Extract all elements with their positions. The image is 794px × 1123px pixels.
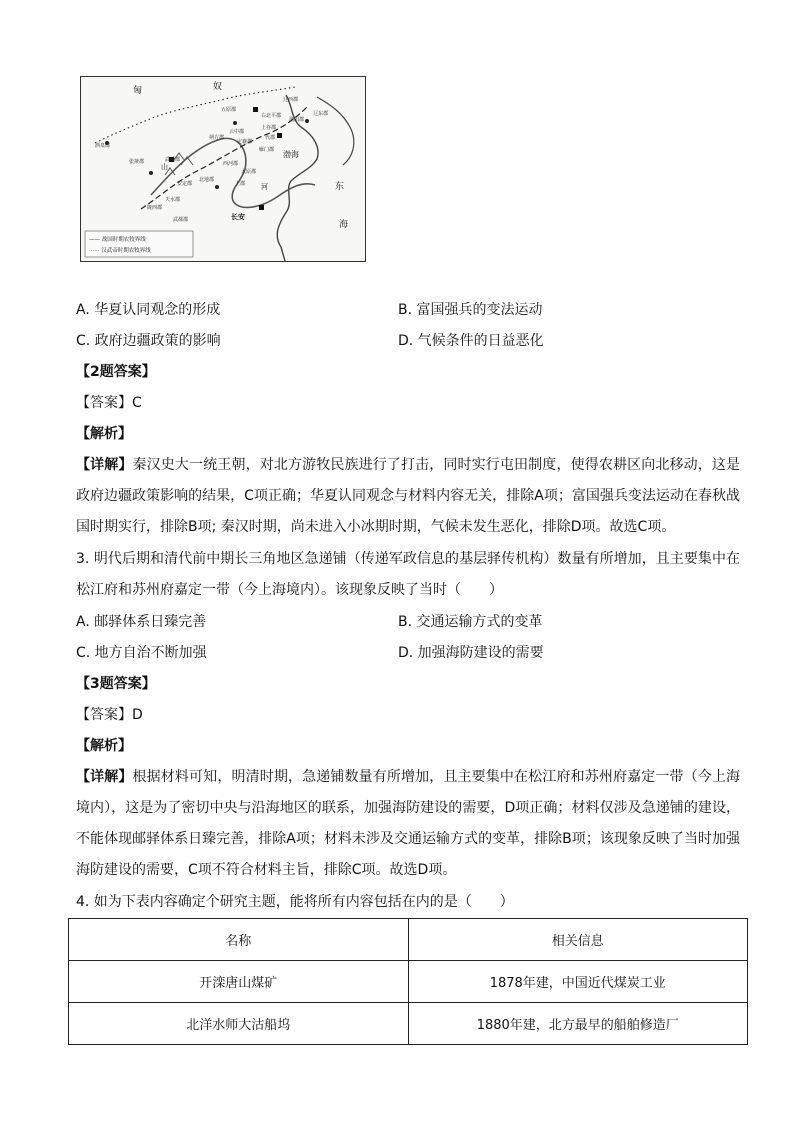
- q3-option-c: C. 地方自治不断加强: [76, 645, 207, 661]
- table-cell: 1880年建，北方最早的船舶修造厂: [408, 1003, 748, 1045]
- table-cell: 开滦唐山煤矿: [69, 961, 409, 1003]
- table-row: [69, 1003, 748, 1045]
- map-label-river: 河: [261, 183, 268, 191]
- city-label: 武都郡: [173, 217, 189, 223]
- legend-han-wudi: ······ 汉武帝时期农牧界线: [89, 248, 151, 254]
- q3-answer-header: 【3题答案】: [76, 676, 156, 692]
- q4-stem: 4. 如为下表内容确定个研究主题，能将所有内容包括在内的是（ ）: [76, 894, 514, 910]
- city-label: 定襄郡: [237, 139, 253, 145]
- city-label: 北地郡: [199, 177, 215, 183]
- q4-table: [68, 918, 748, 1045]
- q2-analysis-header: 【解析】: [76, 426, 132, 442]
- map-label-mountain: 山: [161, 163, 168, 171]
- fort-marker: [277, 133, 282, 138]
- city-label: 朔方郡: [209, 135, 225, 141]
- table-header-row: [69, 919, 748, 961]
- q3-option-d: D. 加强海防建设的需要: [398, 645, 544, 661]
- map-label-bohai: 渤海: [283, 150, 299, 159]
- map-label-sea: 海: [339, 220, 349, 230]
- fort-marker: [253, 107, 258, 112]
- table-header-name: 名称: [69, 919, 409, 961]
- q2-detail: [76, 450, 740, 543]
- city-label: 酒泉郡: [95, 143, 111, 149]
- city-label: 太原郡: [241, 169, 257, 175]
- table-cell: 1878年建，中国近代煤炭工业: [408, 961, 748, 1003]
- map-svg: [81, 77, 365, 261]
- q2-option-c: C. 政府边疆政策的影响: [76, 333, 221, 349]
- city-label: 西河郡: [223, 161, 239, 167]
- city-label: 雁门郡: [259, 147, 275, 153]
- q4-table-wrap: [68, 918, 748, 1045]
- q3-analysis-header: 【解析】: [76, 738, 132, 754]
- q3-stem: 3. 明代后期和清代前中期长三角地区急递铺（传递军政信息的基层驿传机构）数量有所增加，且主要集中在松江府和苏州府嘉定一带（今上海境内）。该现象反映了当时（ ）: [76, 551, 740, 598]
- q2-detail-tag: 【详解】: [76, 457, 133, 473]
- city-label: 天水郡: [165, 197, 181, 203]
- city-marker: [149, 171, 153, 175]
- q2-detail-text: 秦汉史大一统王朝，对北方游牧民族进行了打击，同时实行屯田制度，使得农耕区向北移动，这是政府边疆政策影响的结果，C项正确；华夏认同观念与材料内容无关，排除A项；富国强兵变法运动在春秋战国时期实行，排除B项; 秦汉时期，尚未进入小冰期时期，气候未发生恶化，排除D项。故选C项。: [76, 457, 741, 535]
- q2-answer: 【答案】C: [76, 395, 142, 411]
- city-label: 张掖郡: [129, 159, 145, 165]
- city-marker: [215, 185, 219, 189]
- q3-option-a: A. 邮驿体系日臻完善: [76, 614, 207, 630]
- q3-answer: 【答案】D: [76, 707, 143, 723]
- city-label: 陇西郡: [147, 205, 163, 211]
- legend-warring-states: —— 战国时期农牧界线: [89, 237, 146, 243]
- city-label: 安定郡: [177, 181, 193, 187]
- map-label-changan: 长安: [231, 213, 245, 221]
- city-label: 上郡: [235, 181, 246, 187]
- peninsula-coast: [317, 97, 354, 165]
- map-label-xiong: 匈: [133, 86, 143, 96]
- q3-detail-text: 根据材料可知，明清时期，急递铺数量有所增加，且主要集中在松江府和苏州府嘉定一带（今上海境内），这是为了密切中央与沿海地区的联系，加强海防建设的需要，D项正确；材料仅涉及急递铺的建设，不能体现邮驿体系日臻完善，排除A项；材料未涉及交通运输方式的变革，排除B项；该现象反映了当时加强海防建设的需要，C项不符合材料主旨，排除C项。故选D项。: [76, 769, 741, 878]
- q3-detail-tag: 【详解】: [76, 769, 133, 785]
- table-header-info: 相关信息: [408, 919, 748, 961]
- city-label: 辽西郡: [283, 97, 299, 103]
- q2-option-d: D. 气候条件的日益恶化: [398, 333, 544, 349]
- city-label: 五原郡: [221, 107, 237, 113]
- city-label: 辽东郡: [313, 111, 329, 117]
- city-marker: [305, 119, 309, 123]
- table-row: [69, 961, 748, 1003]
- q2-option-b: B. 富国强兵的变法运动: [398, 302, 543, 318]
- fort-marker: [259, 205, 264, 210]
- city-label: 右北平郡: [261, 113, 282, 119]
- city-label: 武威郡: [165, 157, 181, 163]
- table-cell: 北洋水师大沽船坞: [69, 1003, 409, 1045]
- city-label: 上谷郡: [261, 125, 277, 131]
- city-label: 代郡: [265, 135, 276, 141]
- city-label: 云中郡: [229, 129, 245, 135]
- q3-detail: [76, 762, 740, 886]
- q2-answer-header: 【2题答案】: [76, 364, 156, 380]
- city-marker: [233, 121, 237, 125]
- q3-option-b: B. 交通运输方式的变革: [398, 614, 543, 630]
- city-label: 渔阳郡: [289, 117, 305, 123]
- map-label-east: 东: [335, 182, 345, 192]
- historical-map-figure: [80, 76, 366, 262]
- q2-option-a: A. 华夏认同观念的形成: [76, 302, 221, 318]
- map-label-nu: 奴: [213, 82, 223, 92]
